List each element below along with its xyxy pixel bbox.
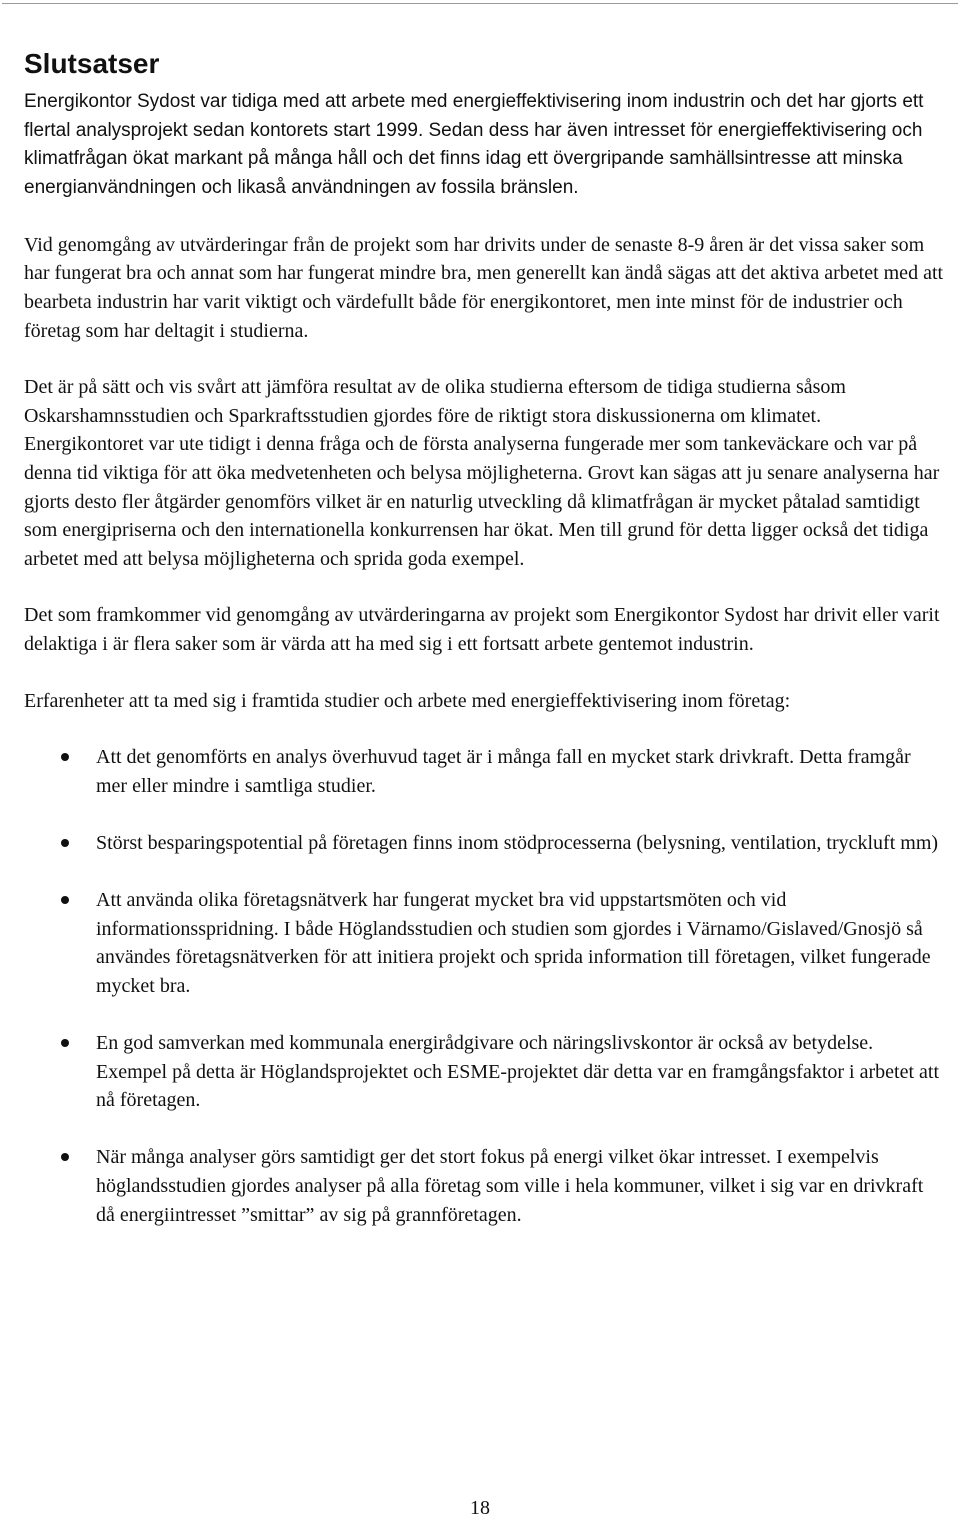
- list-item-text: En god samverkan med kommunala energirådgivare och näringslivskontor är också av betydelse. Exempel på detta är Höglandsprojektet och ESME-projektet där detta var en framgångsfaktor i arbetet att nå företagen.: [96, 1032, 940, 1112]
- list-item: [24, 743, 944, 800]
- top-rule: [2, 3, 958, 4]
- list-item-text: När många analyser görs samtidigt ger det stort fokus på energi vilket ökar intresset. I exempelvis höglandsstudien gjordes analyser på alla företag som ville i hela kommuner, vilket i sig var en drivkraft då energiintresset ”smittar” av sig på grannföretagen.: [96, 1146, 924, 1226]
- paragraph-findings: Det som framkommer vid genomgång av utvärderingarna av projekt som Energikontor Sydost har drivit eller varit delaktiga i är flera saker som är värda att ha med sig i ett fortsatt arbete gentemot industrin.: [24, 604, 940, 655]
- experiences-list: [24, 743, 944, 1229]
- list-item-text: Att det genomförts en analys överhuvud taget är i många fall en mycket stark drivkraft. Detta framgår mer eller mindre i samtliga studier.: [96, 746, 911, 797]
- paragraph-experiences-intro: Erfarenheter att ta med sig i framtida studier och arbete med energieffektivisering inom företag:: [24, 689, 791, 712]
- list-item-text: Att använda olika företagsnätverk har fungerat mycket bra vid uppstartsmöten och vid informationsspridning. I både Höglandsstudien och studien som gjordes i Värnamo/Gislaved/Gnosjö så användes företagsnätverken för att initiera projekt och sprida information till företagen, vilket fungerade mycket bra.: [96, 889, 931, 997]
- bullet-icon: [61, 1039, 69, 1047]
- list-item: [24, 886, 944, 1000]
- intro-paragraph: Energikontor Sydost var tidiga med att arbete med energieffektivisering inom industrin och det har gjorts ett flertal analysprojekt sedan kontorets start 1999. Sedan dess har även intresset för energieffektivisering och klimatfrågan ökat markant på många håll och det finns idag ett övergripande samhällsintresse att minska energianvändningen och likaså användningen av fossila bränslen.: [24, 91, 924, 199]
- document-page: [24, 44, 944, 1258]
- list-item: [24, 1029, 944, 1115]
- bullet-icon: [61, 896, 69, 904]
- paragraph-comparison: Det är på sätt och vis svårt att jämföra resultat av de olika studierna eftersom de tidiga studierna såsom Oskarshamnsstudien och Sparkraftsstudien gjordes före de riktigt stora diskussionerna om klimatet. Energikontoret var ute tidigt i denna fråga och de första analyserna fungerade mer som tankeväckare och var på denna tid viktiga för att öka medvetenheten och belysa möjligheterna. Grovt kan sägas att ju senare analyserna har gjorts desto fler åtgärder genomförs vilket är en naturlig utveckling då klimatfrågan är mycket påtalad samtidigt som energipriserna och den internationella konkurrensen har ökat. Men till grund för detta ligger också det tidiga arbetet med att belysa möjligheterna och sprida goda exempel.: [24, 376, 940, 570]
- bullet-icon: [61, 753, 69, 761]
- bullet-icon: [61, 839, 69, 847]
- list-item: [24, 829, 944, 858]
- section-heading: Slutsatser: [24, 48, 160, 79]
- bullet-icon: [61, 1153, 69, 1161]
- list-item-text: Störst besparingspotential på företagen finns inom stödprocesserna (belysning, ventilation, tryckluft mm): [96, 831, 939, 854]
- paragraph-evaluations: Vid genomgång av utvärderingar från de projekt som har drivits under de senaste 8-9 åren är det vissa saker som har fungerat bra och annat som har fungerat mindre bra, men generellt kan ändå sägas att det aktiva arbetet med att bearbeta industrin har varit viktigt och värdefullt både för energikontoret, men inte minst för de industrier och företag som har deltagit i studierna.: [24, 233, 944, 342]
- page-number: 18: [470, 1497, 490, 1519]
- list-item: [24, 1143, 944, 1229]
